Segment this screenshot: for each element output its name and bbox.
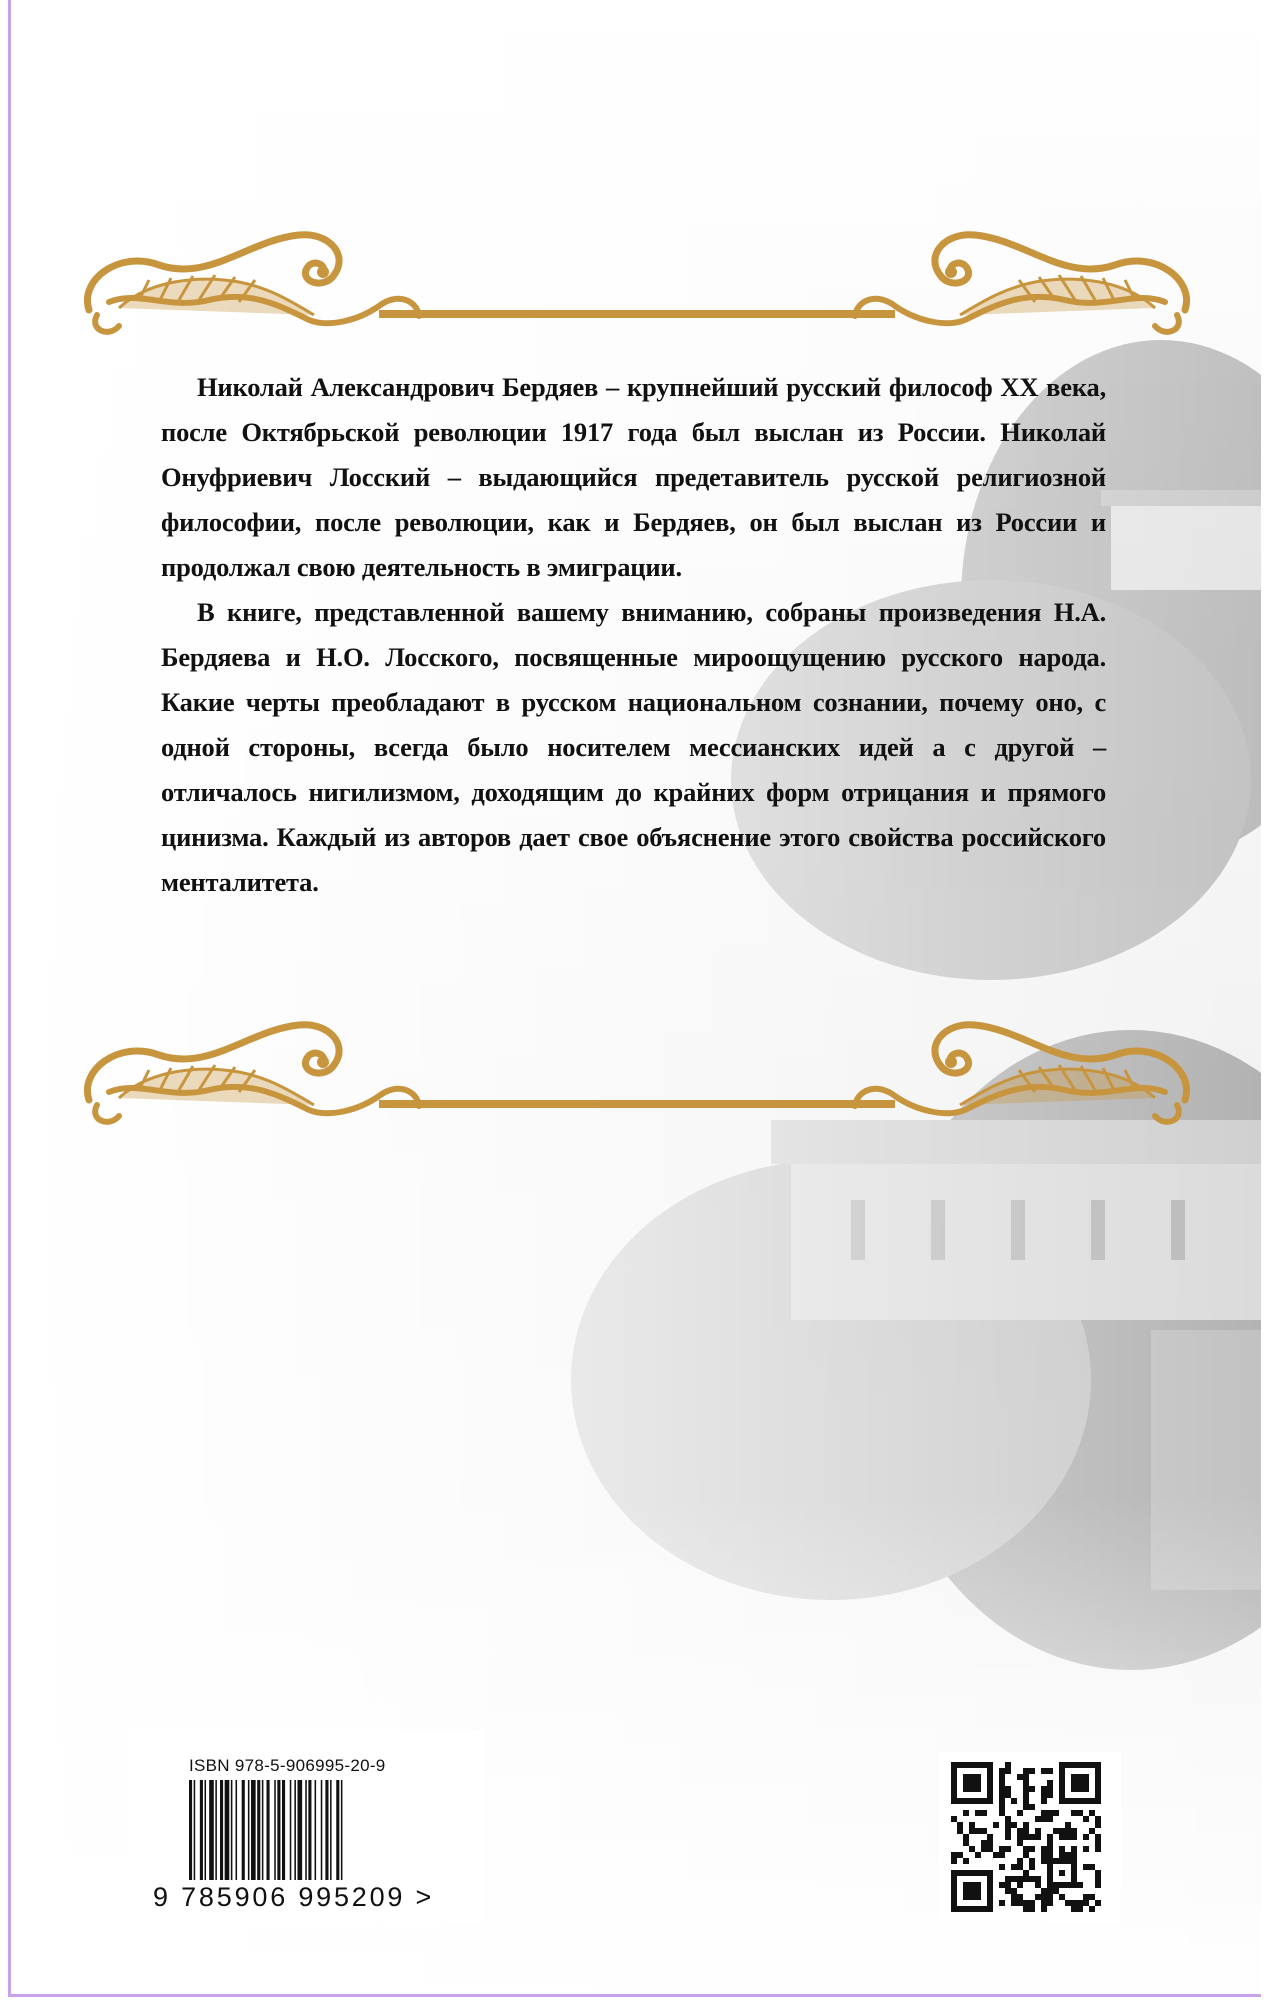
barcode-icon <box>189 1780 439 1880</box>
description-paragraph-1: Николай Александрович Бердяев – крупнейший русский философ XX века, после Октябрьской революции 1917 года был выслан из России. Николай Онуфриевич Лосский – выдающийся предетавитель русской религиозной философии, после революции, как и Бердяев, он был выслан из России и продолжал свою деятельность в эмиграции. <box>161 372 1106 582</box>
isbn-barcode-block <box>129 1730 484 1924</box>
isbn-label: ISBN 978-5-906995-20-9 <box>189 1756 386 1775</box>
book-back-cover <box>8 0 1261 1997</box>
top-ornament-icon <box>79 220 1195 340</box>
barcode-digits: 9 785906 995209 > <box>153 1882 435 1912</box>
description-paragraph-2: В книге, представленной вашему вниманию, собраны произведения Н.А. Бердяева и Н.О. Лосского, посвященные мироощущению русского народа. Какие черты преобладают в русском национальном сознании, почему оно, с одной стороны, всегда было носителем мессианских идей а с другой – отличалось нигилизмом, доходящим до крайних форм отрицания и прямого цинизма. Каждый из авторов дает свое объяснение этого свойства российского менталитета. <box>161 597 1106 897</box>
qr-code-block <box>939 1752 1121 1922</box>
book-description <box>161 365 1106 905</box>
qr-code-icon <box>951 1762 1101 1912</box>
bottom-ornament-icon <box>79 1010 1195 1130</box>
